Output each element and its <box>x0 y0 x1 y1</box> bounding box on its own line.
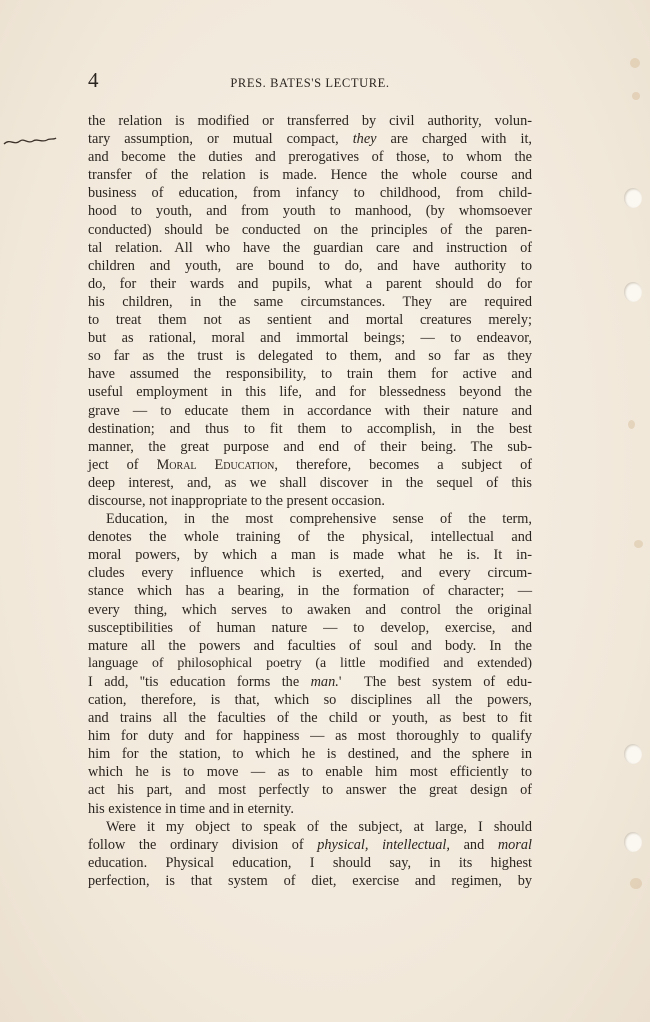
text-line: tal relation. All who have the guardian care and instruction of <box>88 239 532 256</box>
text-line: do, for their wards and pupils, what a parent should do for <box>88 275 532 292</box>
italic-moral: moral <box>497 836 532 853</box>
text-line: and become the duties and prerogatives of those, to whom the <box>88 149 532 166</box>
text-line: deep interest, and, as we shall discover in the sequel of this <box>88 474 532 491</box>
italic-physical: physical, <box>317 836 369 853</box>
text-line: Education, in the most comprehensive sense of the term, <box>106 511 532 528</box>
foxing-spot <box>634 540 643 548</box>
binding-hole-icon <box>624 744 642 764</box>
text-line: susceptibilities of human nature — to develop, exercise, and <box>88 619 532 636</box>
binding-hole-icon <box>624 282 642 302</box>
paragraph-3 <box>88 818 532 890</box>
text-line: him for duty and for happiness — as most thoroughly to qualify <box>88 728 532 745</box>
foxing-spot <box>628 420 635 429</box>
page-number: 4 <box>88 68 99 92</box>
text-line: children and youth, are bound to do, and have authority to <box>88 257 532 274</box>
text-line: business of education, from infancy to childhood, from child- <box>88 185 532 202</box>
text-line: the relation is modified or transferred by civil authority, volun- <box>88 113 532 129</box>
text-line: cludes every influence which is exerted, and every circum- <box>88 565 532 582</box>
paragraph-1 <box>88 112 532 510</box>
text-line: moral powers, by which a man is made what he is. It in- <box>88 547 532 564</box>
binding-hole-icon <box>624 832 642 852</box>
foxing-spot <box>632 92 640 100</box>
text-line: cation, therefore, is that, which so disciplines all the powers, <box>88 692 532 708</box>
italic-they: they <box>352 131 377 148</box>
text-line: and trains all the faculties of the child or youth, as best to fit <box>88 710 532 727</box>
text-line: have assumed the responsibility, to train them for active and <box>88 366 532 383</box>
handwritten-margin-mark-icon <box>2 134 58 148</box>
text-line: follow the ordinary division of physical, intellectual, and moral <box>88 836 532 853</box>
running-head: PRES. BATES'S LECTURE. <box>230 76 390 90</box>
text-line: stance which has a bearing, in the formation of character; — <box>88 583 532 600</box>
text-line: education. Physical education, I should say, in its highest <box>88 854 532 871</box>
text-line: I add, ''tis education forms the man.' The best system of edu- <box>88 673 532 690</box>
text-line: discourse, not inappropriate to the present occasion. <box>88 492 385 509</box>
text-line: grave — to educate them in accordance with their nature and <box>88 402 532 419</box>
foxing-spot <box>630 878 642 889</box>
text-line: every thing, which serves to awaken and control the original <box>88 601 532 618</box>
text-line: ject of Moral Education, therefore, becomes a subject of <box>88 456 532 473</box>
binding-hole-icon <box>624 188 642 208</box>
text-line: conducted) should be conducted on the principles of the paren- <box>88 221 532 238</box>
text-line: tary assumption, or mutual compact, they are charged with it, <box>88 131 533 148</box>
text-line: his existence in time and in eternity. <box>88 800 294 817</box>
text-line: his children, in the same circumstances. They are required <box>88 293 532 310</box>
body-text <box>88 112 532 890</box>
text-line: language of philosophical poetry (a little modified and extended) <box>88 655 532 671</box>
text-line: so far as the trust is delegated to them, and so far as they <box>88 348 532 365</box>
text-line: mature all the powers and faculties of soul and body. In the <box>88 637 532 654</box>
text-line: useful employment in this life, and for blessedness beyond the <box>88 384 532 401</box>
text-line: manner, the great purpose and end of their being. The sub- <box>88 438 532 455</box>
text-line: hood to youth, and from youth to manhood, (by whomsoever <box>88 203 532 220</box>
text-line: denotes the whole training of the physical, intellectual and <box>88 529 532 546</box>
text-line: transfer of the relation is made. Hence the whole course and <box>88 167 532 184</box>
page-header <box>88 68 532 92</box>
italic-man: man. <box>310 673 339 690</box>
text-line: which he is to move — as to enable him most efficiently to <box>88 764 532 781</box>
italic-intellectual: intellectual, <box>382 836 450 853</box>
text-line: to treat them not as sentient and mortal creatures merely; <box>88 312 532 329</box>
text-line: but as rational, moral and immortal beings; — to endeavor, <box>88 330 532 347</box>
text-line: destination; and thus to fit them to accomplish, in the best <box>88 420 532 437</box>
paragraph-2 <box>88 510 532 818</box>
foxing-spot <box>630 58 640 68</box>
text-line: act his part, and most perfectly to answer the great design of <box>88 782 532 799</box>
text-line: perfection, is that system of diet, exercise and regimen, by <box>88 872 532 889</box>
text-line: Were it my object to speak of the subject, at large, I should <box>106 818 532 835</box>
small-caps-moral-education: Moral Education <box>156 456 275 473</box>
text-line: him for the station, to which he is destined, and the sphere in <box>88 746 532 763</box>
